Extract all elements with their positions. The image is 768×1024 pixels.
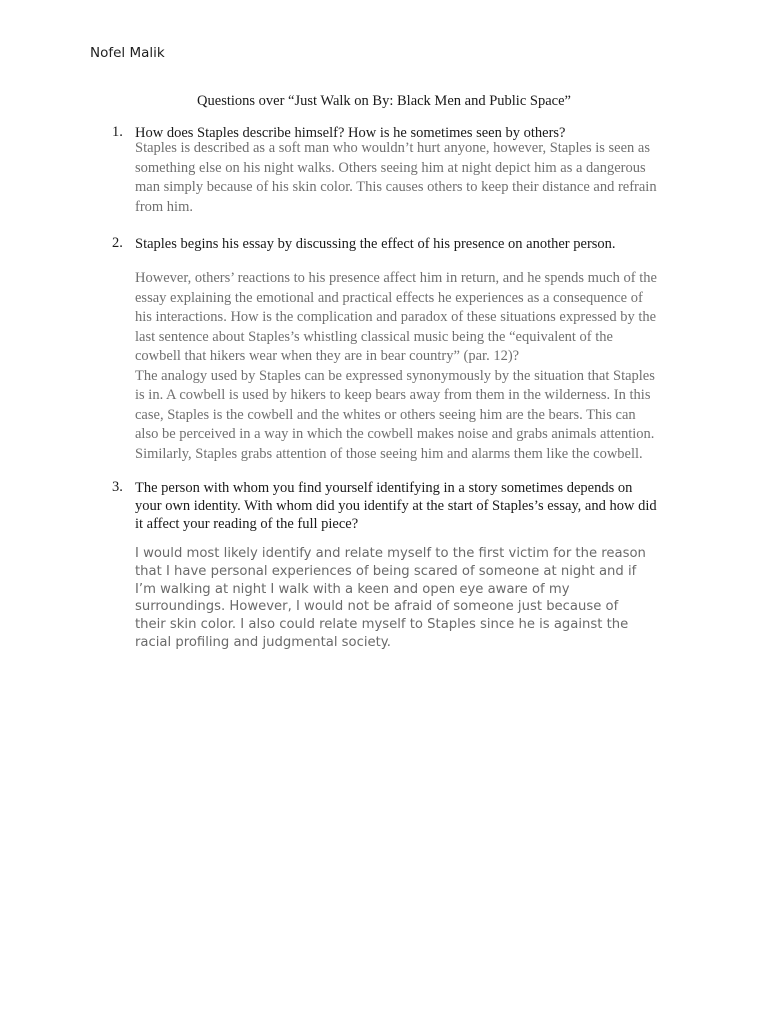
answer-line: racial profiling and judgmental society. [135,634,391,650]
continuation-line: However, others’ reactions to his presence affect him in return, and he spends much of the [135,270,657,286]
answer-line: is in. A cowbell is used by hikers to keep bears away from them in the wilderness. In this [135,387,651,403]
answer-line: Staples is described as a soft man who wouldn’t hurt anyone, however, Staples is seen as [135,140,651,156]
answer-line: I would most likely identify and relate myself to the first victim for the reason [135,546,646,561]
answer-line: from him. [135,198,193,215]
answer-text [135,545,675,652]
answer-line: something else on his night walks. Others seeing him at night depict him as a dangerous [135,159,646,176]
question-number: 3. [112,479,123,495]
answer-text [135,139,683,217]
answer-line: man simply because of his skin color. This causes others to keep their distance and refrain [135,179,657,195]
question-line: Staples begins his essay by discussing the effect of his presence on another person. [135,236,616,252]
document-title: Questions over “Just Walk on By: Black Men and Public Space” [197,93,571,109]
question-line: it affect your reading of the full piece? [135,516,359,532]
question-text [135,479,683,533]
answer-line: Similarly, Staples grabs attention of those seeing him and alarms them like the cowbell. [135,445,643,462]
author-name: Nofel Malik [90,45,165,61]
question-line: How does Staples describe himself? How is he sometimes seen by others? [135,125,566,141]
continuation-line: last sentence about Staples’s whistling classical music being the “equivalent of the [135,328,613,345]
answer-line: The analogy used by Staples can be expressed synonymously by the situation that Staples [135,367,655,384]
continuation-line: cowbell that hikers wear when they are in bear country” (par. 12)? [135,348,520,364]
question-number: 1. [112,124,123,140]
question-line: your own identity. With whom did you identify at the start of Staples’s essay, and how did [135,498,657,514]
answer-line: case, Staples is the cowbell and the whites or others seeing him are the bears. This can [135,406,636,423]
answer-line: also be perceived in a way in which the cowbell makes noise and grabs animals attention. [135,426,655,442]
answer-line: their skin color. I also could relate myself to Staples since he is against the [135,617,629,633]
question-text [135,235,683,253]
continuation-line: his interactions. How is the complication and paradox of these situations expressed by the [135,309,657,325]
answer-line: I’m walking at night I walk with a keen and open eye aware of my [135,581,570,597]
continuation-line: essay explaining the emotional and practical effects he experiences as a consequence of [135,289,643,306]
question-number: 2. [112,235,123,251]
question-continuation [135,269,683,464]
answer-line: surroundings. However, I would not be afraid of someone just because of [135,599,619,615]
question-line: The person with whom you find yourself identifying in a story sometimes depends on [135,480,633,496]
answer-line: that I have personal experiences of being scared of someone at night and if [135,563,637,579]
